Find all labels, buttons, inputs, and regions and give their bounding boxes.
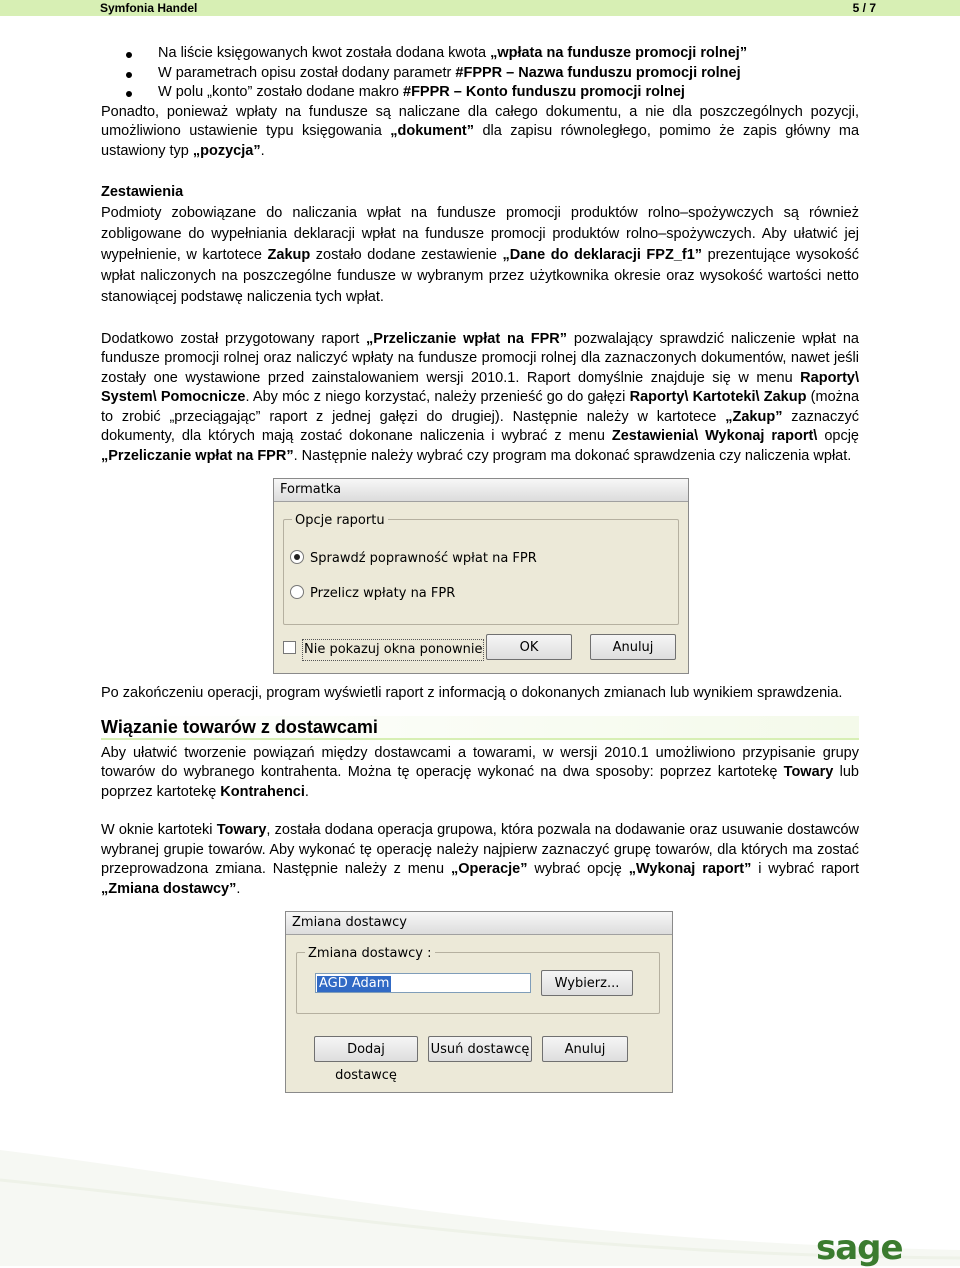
paragraph-suppliers-operation: W oknie kartoteki Towary, została dodana operacja grupowa, która pozwala na dodawanie oraz usuwanie dostawców wybranej grupie towarów. Aby wykonać tę operację należy najpierw zaznaczyć grupę towarów, dla których ma zostać przeprowadzona zmiana. Następnie należy z menu „Operacje” wybrać opcję „Wykonaj raport” i wybrać raport „Zmiana dostawcy”. [101, 822, 859, 897]
dialog-title: Formatka [274, 479, 688, 502]
document-body [101, 44, 859, 1099]
bullet-item: W polu „konto” zostało dodane makro #FPPR – Konto funduszu promocji rolnej [101, 83, 859, 103]
subheading-zestawienia: Zestawienia [101, 184, 184, 200]
formatka-dialog [273, 478, 689, 674]
bullet-list [101, 44, 859, 103]
bullet-item: W parametrach opisu został dodany parametr #FPPR – Nazwa funduszu promocji rolnej [101, 64, 859, 84]
remove-supplier-button[interactable]: Usuń dostawcę [428, 1036, 532, 1062]
page-number: 5 / 7 [852, 1, 876, 15]
paragraph-after-operation: Po zakończeniu operacji, program wyświetli raport z informacją o dokonanych zmianach lub wynikiem sprawdzenia. [101, 685, 843, 701]
sage-logo: sage [816, 1228, 903, 1268]
group-legend: Zmiana dostawcy : [305, 944, 435, 964]
dialog-title: Zmiana dostawcy [286, 912, 672, 935]
radio-check-label[interactable]: Sprawdź poprawność wpłat na FPR [310, 551, 537, 566]
paragraph-zestawienia: Podmioty zobowiązane do naliczania wpłat na fundusze promocji produktów rolno–spożywczych są również zobligowane do wypełniania deklaracji wpłat na fundusze promocji produktów rolno–spożywczych. Aby ułatwić jej wypełnienie, w kartotece Zakup zostało dodane zestawienie „Dane do deklaracji FPZ_f1” prezentujące wysokość wpłat naliczonych na poszczególne fundusze w wybranym przez użytkownika okresie oraz wysokość wartości netto stanowiącej podstawę naliczenia tych wpłat. [101, 204, 859, 305]
section-heading: Wiązanie towarów z dostawcami [101, 716, 859, 740]
report-options-group [283, 513, 679, 625]
choose-button[interactable]: Wybierz... [541, 970, 633, 996]
header-title: Symfonia Handel [100, 1, 198, 15]
paragraph-accounting: Ponadto, ponieważ wpłaty na fundusze są naliczane dla całego dokumentu, a nie dla poszczególnych pozycji, umożliwiono ustawienie typu księgowania „dokument” dla zapisu równoległego, pomimo że zapis główny ma ustawiony typ „pozycja”. [101, 103, 860, 159]
dont-show-again-checkbox[interactable] [283, 641, 296, 654]
dont-show-again-label[interactable]: Nie pokazuj okna ponownie [302, 639, 484, 661]
radio-check-payments[interactable] [290, 550, 304, 564]
radio-recalculate-payments[interactable] [290, 585, 304, 599]
bullet-item: Na liście księgowanych kwot została dodana kwota „wpłata na fundusze promocji rolnej” [101, 44, 859, 64]
paragraph-report: Dodatkowo został przygotowany raport „Przeliczanie wpłat na FPR” pozwalający sprawdzić naliczenie wpłat na fundusze promocji rolnej oraz naliczyć wpłaty na fundusze promocji rolnej dla zaznaczonych dokumentów, nawet jeśli zostały one wystawione przed zainstalowaniem wersji 2010.1. Raport domyślnie znajduje się w menu Raporty\ System\ Pomocnicze. Aby móc z niego korzystać, należy przenieść go do gałęzi Raporty\ Kartoteki\ Zakup (można to zrobić „przeciągając” raport z jednej gałęzi do drugiej). Następnie należy w kartotece „Zakup” zaznaczyć dokumenty, dla których mają zostać dokonane naliczenia i wybrać z menu Zestawienia\ Wykonaj raport\ opcję „Przeliczanie wpłat na FPR”. Następnie należy wybrać czy program ma dokonać sprawdzenia czy naliczenia wpłat. [101, 330, 860, 464]
change-supplier-group [296, 946, 660, 1014]
paragraph-suppliers-intro: Aby ułatwić tworzenie powiązań między dostawcami a towarami, w wersji 2010.1 umożliwiono przypisanie grupy towarów do wybranego kontrahenta. Można tę operację wykonać na dwa sposoby: poprzez kartotekę Towary lub poprzez kartotekę Kontrahenci. [101, 744, 859, 800]
ok-button[interactable]: OK [486, 634, 572, 660]
change-supplier-dialog [285, 911, 673, 1093]
cancel-button[interactable]: Anuluj [590, 634, 676, 660]
radio-recalculate-label[interactable]: Przelicz wpłaty na FPR [310, 586, 456, 601]
cancel-button[interactable]: Anuluj [542, 1036, 628, 1062]
supplier-input[interactable] [315, 973, 531, 993]
group-legend: Opcje raportu [292, 511, 388, 531]
add-supplier-button[interactable]: Dodaj dostawcę [314, 1036, 418, 1062]
supplier-value: AGD Adam [319, 976, 390, 991]
page-header [0, 0, 960, 16]
